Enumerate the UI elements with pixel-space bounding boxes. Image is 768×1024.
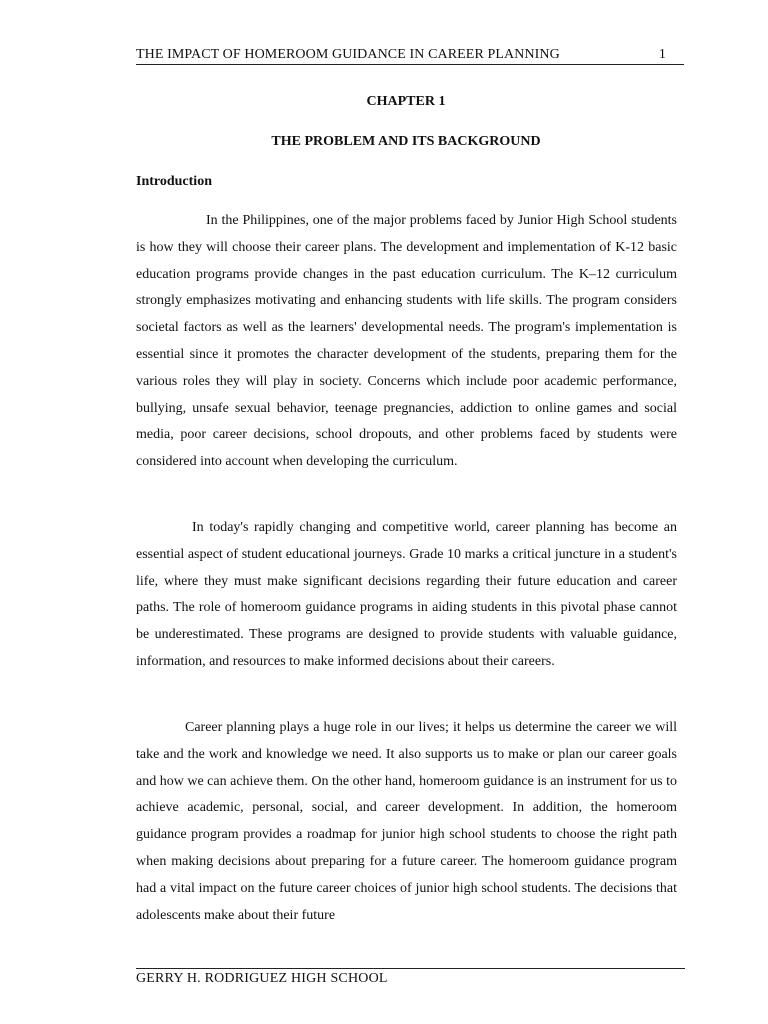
running-header bbox=[136, 45, 684, 65]
chapter-title: THE PROBLEM AND ITS BACKGROUND bbox=[271, 134, 541, 149]
running-header-title: THE IMPACT OF HOMEROOM GUIDANCE IN CAREER PLANNING bbox=[136, 47, 560, 62]
body-paragraph: Career planning plays a huge role in our lives; it helps us determine the career we will take and the work and knowledge we need. It also supports us to make or plan our career goals and how we can achieve them. On the other hand, homeroom guidance is an instrument for us to achieve academic, personal, social, and career development. In addition, the homeroom guidance program provides a roadmap for junior high school students to choose the right path when making decisions about preparing for a future career. The homeroom guidance program had a vital impact on the future career choices of junior high school students. The decisions that adolescents make about their future bbox=[136, 720, 677, 923]
body-paragraph: In the Philippines, one of the major problems faced by Junior High School students is how they will choose their career plans. The development and implementation of K-12 basic education programs provide changes in the past education curriculum. The K–12 curriculum strongly emphasizes motivating and enhancing students with life skills. The program considers societal factors as well as the learners' developmental needs. The program's implementation is essential since it promotes the character development of the students, preparing them for the various roles they will play in society. Concerns which include poor academic performance, bullying, unsafe sexual behavior, teenage pregnancies, addiction to online games and social media, poor career decisions, school dropouts, and other problems faced by students were considered into account when developing the curriculum. bbox=[136, 213, 677, 470]
section-heading: Introduction bbox=[136, 174, 212, 189]
footer-school-name: GERRY H. RODRIGUEZ HIGH SCHOOL bbox=[136, 971, 388, 986]
chapter-label: CHAPTER 1 bbox=[366, 94, 446, 109]
footer-rule bbox=[136, 968, 685, 969]
page-number: 1 bbox=[658, 47, 666, 62]
body-paragraph: In today's rapidly changing and competitive world, career planning has become an essential aspect of student educational journeys. Grade 10 marks a critical juncture in a student's life, where they must make significant decisions regarding their future education and career paths. The role of homeroom guidance programs in aiding students in this pivotal phase cannot be underestimated. These programs are designed to provide students with valuable guidance, information, and resources to make informed decisions about their careers. bbox=[136, 520, 677, 669]
